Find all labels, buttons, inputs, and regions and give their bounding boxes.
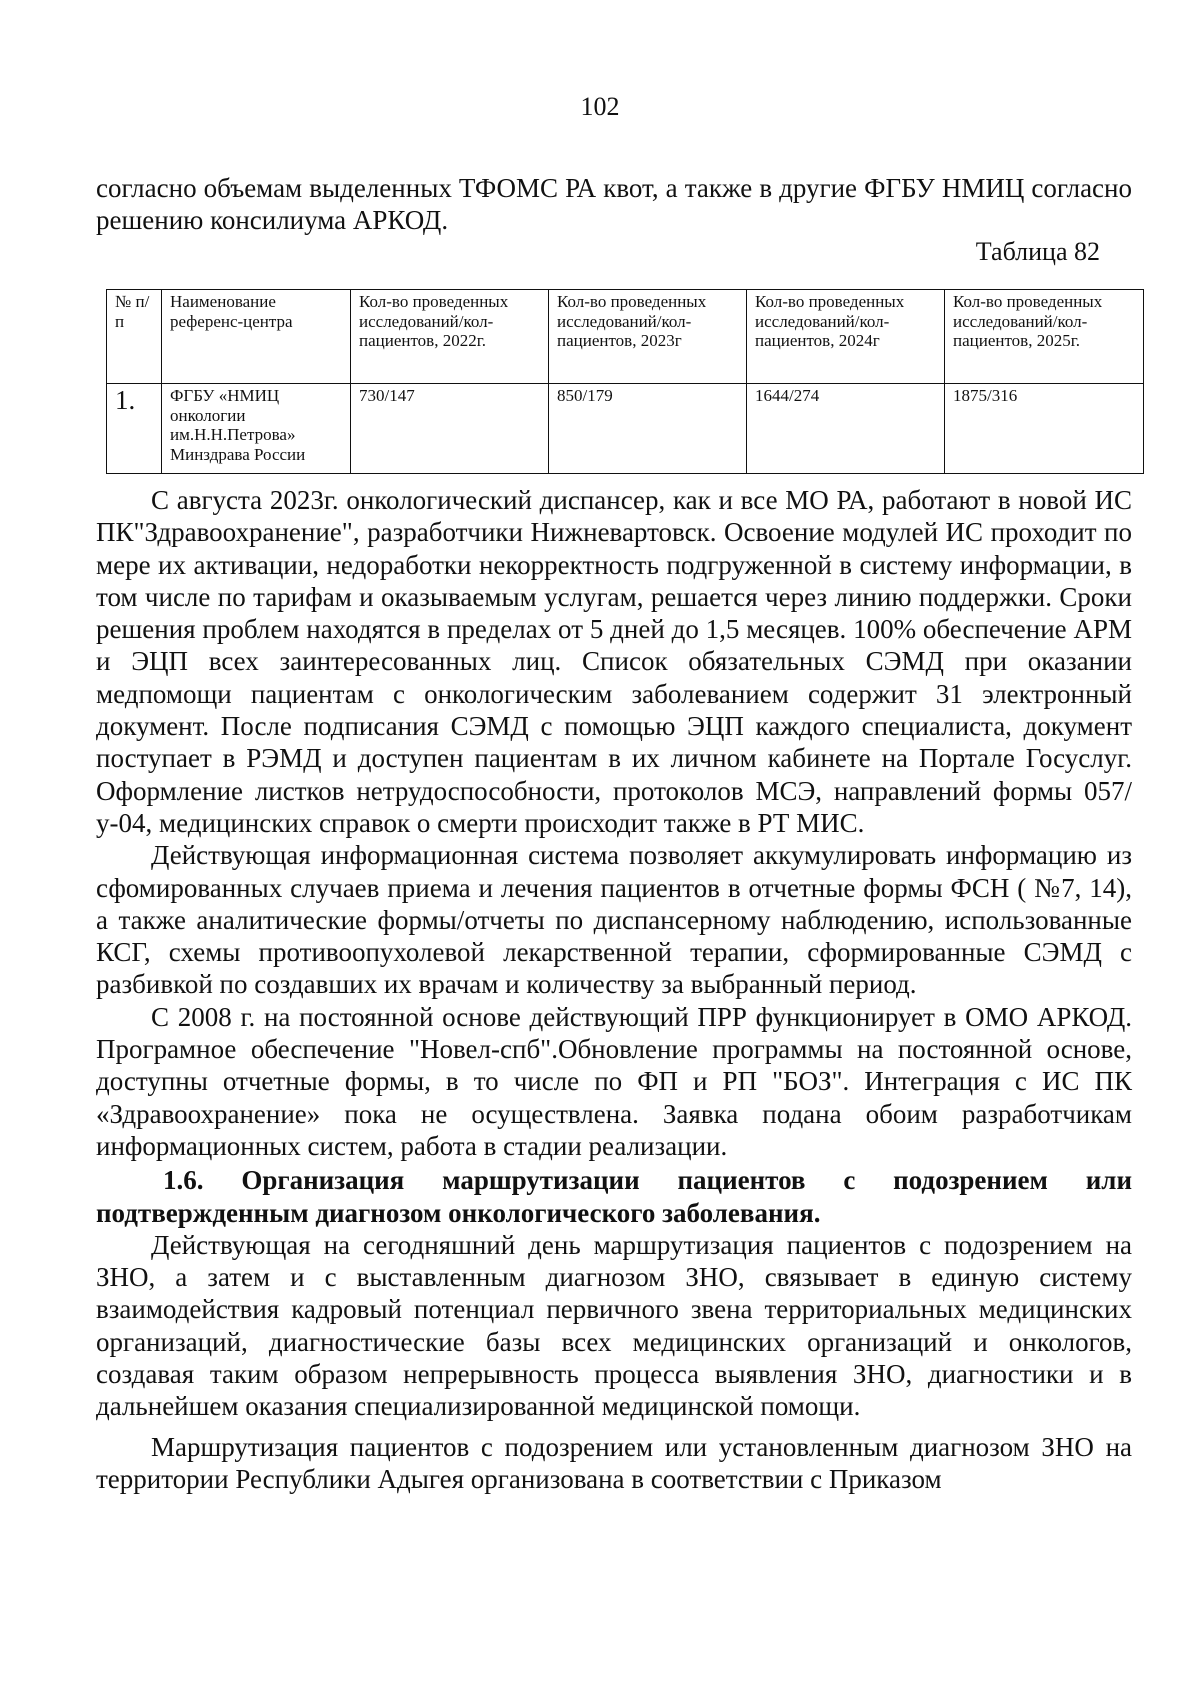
cell-2022: 730/147 [351, 384, 549, 474]
body-text [96, 484, 1132, 1495]
section-heading [96, 1164, 1132, 1229]
reference-center-table [106, 289, 1144, 474]
cell-2023: 850/179 [549, 384, 747, 474]
header-2024: Кол-во проведенных исследований/кол-пациентов, 2024г [747, 290, 945, 384]
cell-2024: 1644/274 [747, 384, 945, 474]
header-2022: Кол-во проведенных исследований/кол-пациентов, 2022г. [351, 290, 549, 384]
section-heading-text: 1.6. Организация маршрутизации пациентов с подозрением или подтвержденным диагнозом онкологического заболевания. [96, 1165, 1132, 1228]
cell-number: 1. [107, 384, 162, 474]
table-row [107, 384, 1144, 474]
cell-center-name: ФГБУ «НМИЦ онкологии им.Н.Н.Петрова» Минздрава России [162, 384, 351, 474]
intro-block [96, 172, 1132, 237]
paragraph-prr: С 2008 г. на постоянной основе действующий ПРР функционирует в ОМО АРКОД. Програмное обеспечение "Новел-спб".Обновление программы на постоянной основе, доступны отчетные формы, в то числе по ФП и РП "БОЗ". Интеграция с ИС ПК «Здравоохранение» пока не осуществлена. Заявка подана обоим разработчикам информационных систем, работа в стадии реализации. [96, 1001, 1132, 1161]
page-number: 102 [580, 92, 620, 121]
cell-2025: 1875/316 [945, 384, 1144, 474]
header-number: № п/п [107, 290, 162, 384]
paragraph-analytics: Действующая информационная система позволяет аккумулировать информацию из сфомированных случаев приема и лечения пациентов в отчетные формы ФСН ( №7, 14), а также аналитические формы/отчеты по диспансерному наблюдению, использованные КСГ, схемы противоопухолевой лекарственной терапии, сформированные СЭМД с разбивкой по создавших их врачам и количеству за выбранный период. [96, 840, 1132, 1000]
header-2023: Кол-во проведенных исследований/кол-пациентов, 2023г [549, 290, 747, 384]
table-header-row [107, 290, 1144, 384]
header-2025: Кол-во проведенных исследований/кол-пациентов, 2025г. [945, 290, 1144, 384]
paragraph-routing: Действующая на сегодняшний день маршрутизация пациентов с подозрением на ЗНО, а затем и с выставленным диагнозом ЗНО, связывает в единую систему взаимодействия кадровый потенциал первичного звена территориальных медицинских организаций, диагностические базы всех медицинских организаций и онкологов, создавая таким образом непрерывность процесса выявления ЗНО, диагностики и в дальнейшем оказания специализированной медицинской помощи. [96, 1229, 1132, 1422]
header-center-name: Наименование референс-центра [162, 290, 351, 384]
intro-paragraph: согласно объемам выделенных ТФОМС РА квот, а также в другие ФГБУ НМИЦ согласно решению консилиума АРКОД. [96, 173, 1132, 236]
paragraph-information-system: С августа 2023г. онкологический диспансер, как и все МО РА, работают в новой ИС ПК"Здравоохранение", разработчики Нижневартовск. Освоение модулей ИС проходит по мере их активации, недоработки некорректность подгруженной в систему информации, в том числе по тарифам и оказываемым услугам, решается через линию поддержки. Сроки решения проблем находятся в пределах от 5 дней до 1,5 месяцев. 100% обеспечение АРМ и ЭЦП всех заинтересованных лиц. Список обязательных СЭМД при оказании медпомощи пациентам с онкологическим заболеванием содержит 31 электронный документ. После подписания СЭМД с помощью ЭЦП каждого специалиста, документ поступает в РЭМД и доступен пациентам в их личном кабинете на Портале Госуслуг. Оформление листков нетрудоспособности, протоколов МСЭ, направлений формы 057/у-04, медицинских справок о смерти происходит также в РТ МИС. [96, 485, 1132, 838]
paragraph-routing-order: Маршрутизация пациентов с подозрением или установленным диагнозом ЗНО на территории Республики Адыгея организована в соответствии с Приказом [96, 1431, 1132, 1494]
table-caption: Таблица 82 [975, 237, 1100, 266]
